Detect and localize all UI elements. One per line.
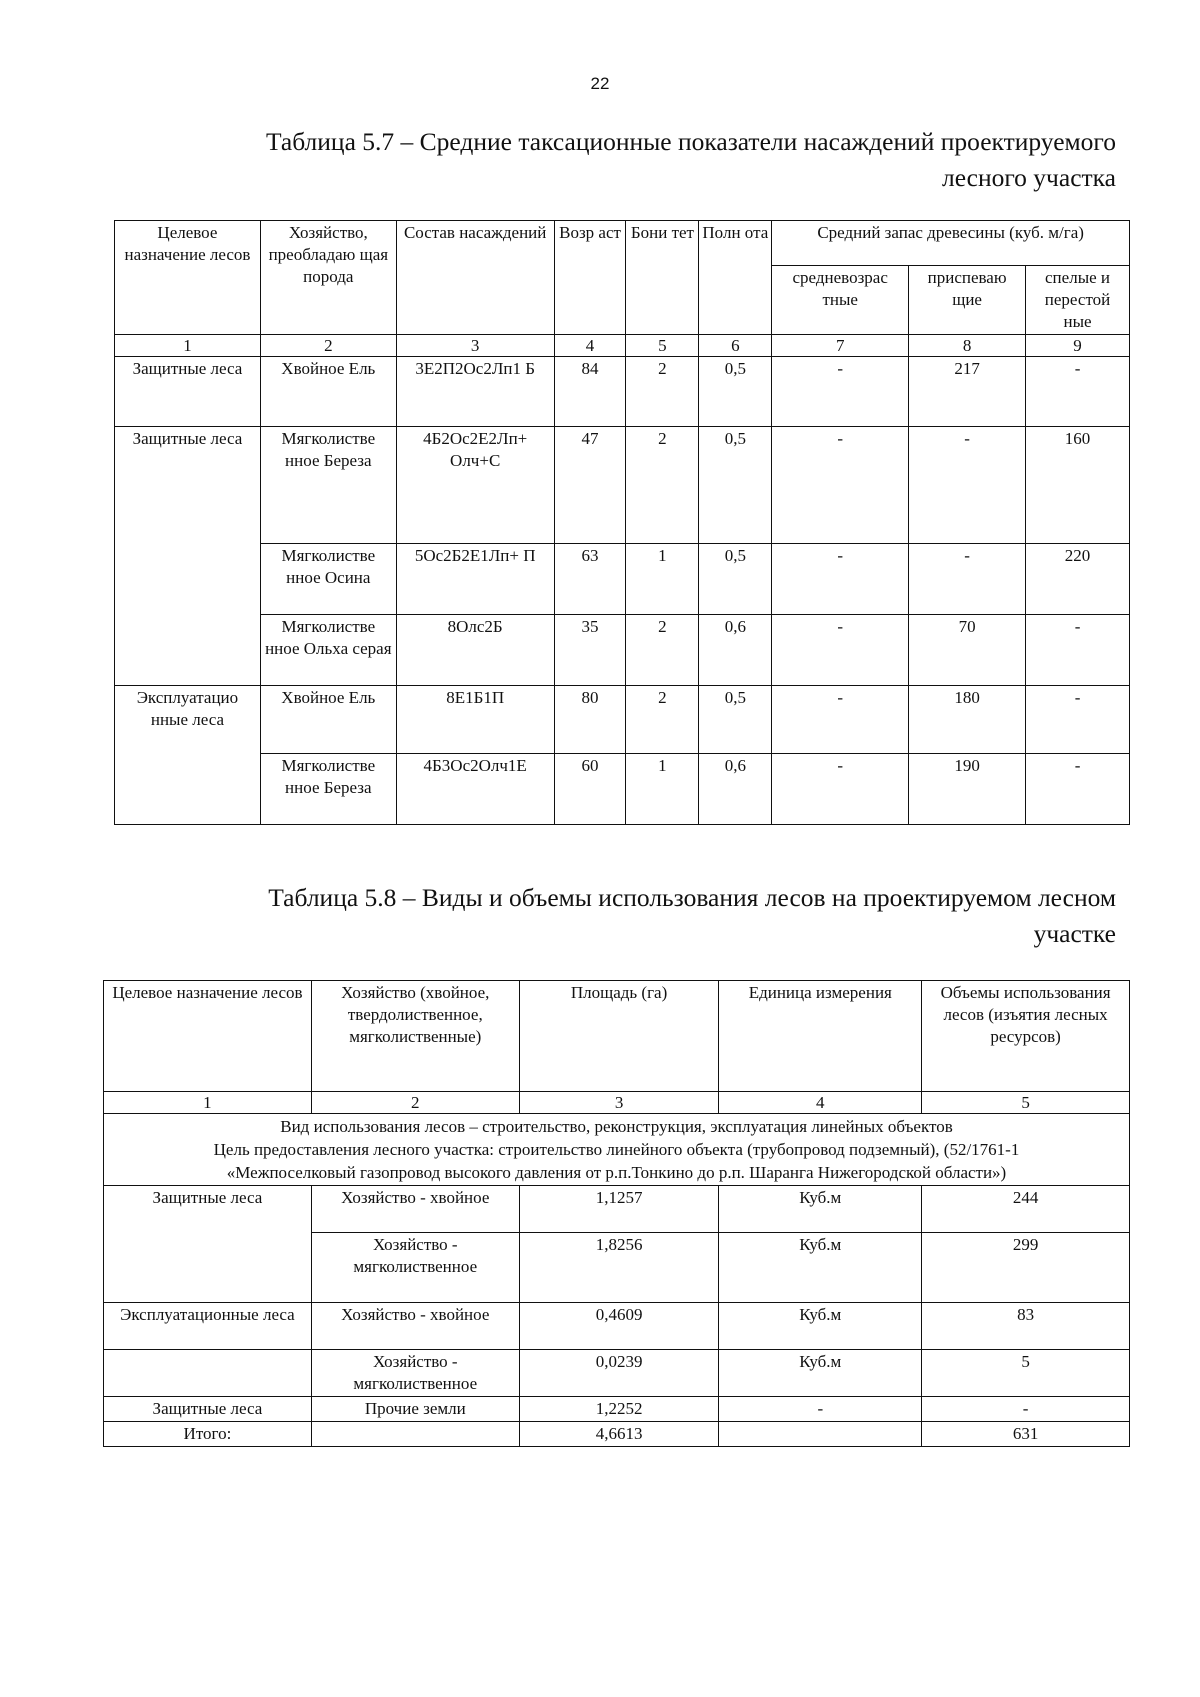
table-cell: -: [909, 544, 1026, 615]
table-cell: Хозяйство - мягколиственное: [311, 1350, 519, 1397]
table-cell: 2: [626, 357, 699, 427]
table-row: [115, 544, 1130, 615]
column-number: 2: [311, 1092, 519, 1114]
table-cell: 0,5: [699, 357, 772, 427]
table-cell: Хвойное Ель: [260, 686, 396, 754]
header-cell: Целевое назначение лесов: [115, 221, 261, 335]
table-row: [104, 1233, 1130, 1303]
table-cell: Мягколистве нное Береза: [260, 754, 396, 825]
column-number: 4: [719, 1092, 922, 1114]
section-line: «Межпоселковый газопровод высокого давления от р.п.Тонкино до р.п. Шаранга Нижегородской области»): [226, 1163, 1007, 1182]
table-row: [115, 357, 1130, 427]
table-cell: Мягколистве нное Береза: [260, 427, 396, 544]
table-cell: [104, 1350, 312, 1397]
header-row: [104, 981, 1130, 1092]
column-number: 2: [260, 335, 396, 357]
table-cell: Защитные леса: [104, 1397, 312, 1422]
table-cell: 244: [922, 1186, 1130, 1233]
header-cell: средневозрас тные: [772, 266, 909, 335]
header-cell: спелые и перестой ные: [1026, 266, 1130, 335]
table-cell: Хозяйство - мягколиственное: [311, 1233, 519, 1303]
table-cell: [115, 754, 261, 825]
table-cell: -: [909, 427, 1026, 544]
table-cell: 0,0239: [519, 1350, 719, 1397]
table-cell: 3Е2П2Ос2Лп1 Б: [396, 357, 554, 427]
table-cell: [719, 1422, 922, 1447]
table-cell: 1,1257: [519, 1186, 719, 1233]
caption-line: Таблица 5.7 – Средние таксационные показатели насаждений проектируемого: [265, 127, 1116, 156]
table-cell: 1: [626, 544, 699, 615]
table-cell: -: [772, 427, 909, 544]
column-number: 3: [519, 1092, 719, 1114]
table-cell: 8Олс2Б: [396, 615, 554, 686]
table-cell: 4Б3Ос2Олч1Е: [396, 754, 554, 825]
table-cell: 1,8256: [519, 1233, 719, 1303]
table-cell: Куб.м: [719, 1233, 922, 1303]
table-cell: -: [719, 1397, 922, 1422]
column-number: 1: [104, 1092, 312, 1114]
table-cell: 180: [909, 686, 1026, 754]
header-row: [115, 221, 1130, 266]
column-number: 5: [922, 1092, 1130, 1114]
table-cell: -: [772, 544, 909, 615]
table-cell: 70: [909, 615, 1026, 686]
column-number: 1: [115, 335, 261, 357]
column-number: 3: [396, 335, 554, 357]
table-row: [104, 1397, 1130, 1422]
caption-line: лесного участка: [941, 163, 1116, 192]
table-cell: -: [922, 1397, 1130, 1422]
table-cell: 84: [554, 357, 626, 427]
header-cell: Единица измерения: [719, 981, 922, 1092]
table-cell: Куб.м: [719, 1303, 922, 1350]
table-cell: Прочие земли: [311, 1397, 519, 1422]
total-area: 4,6613: [519, 1422, 719, 1447]
table-5-8: [103, 980, 1130, 1447]
table-cell: 220: [1026, 544, 1130, 615]
table-cell: -: [1026, 754, 1130, 825]
total-row: [104, 1422, 1130, 1447]
header-cell: Объемы использования лесов (изъятия лесных ресурсов): [922, 981, 1130, 1092]
table-cell: 80: [554, 686, 626, 754]
table-cell: Защитные леса: [104, 1186, 312, 1233]
table-cell: 63: [554, 544, 626, 615]
section-line: Цель предоставления лесного участка: строительство линейного объекта (трубопровод подземный), (52/1761-1: [213, 1140, 1020, 1159]
table-cell: 8Е1Б1П: [396, 686, 554, 754]
table-cell: [115, 544, 261, 615]
table-row: [115, 615, 1130, 686]
table-cell: 4Б2Ос2Е2Лп+ Олч+С: [396, 427, 554, 544]
table-cell: 160: [1026, 427, 1130, 544]
table-cell: Хозяйство - хвойное: [311, 1303, 519, 1350]
table-cell: -: [772, 615, 909, 686]
table-cell: -: [772, 686, 909, 754]
table-cell: 5: [922, 1350, 1130, 1397]
table-cell: 5Ос2Б2Е1Лп+ П: [396, 544, 554, 615]
table-cell: -: [1026, 686, 1130, 754]
table-cell: 0,5: [699, 544, 772, 615]
table-cell: Хозяйство - хвойное: [311, 1186, 519, 1233]
header-cell: Состав насаждений: [396, 221, 554, 335]
table-cell: -: [1026, 357, 1130, 427]
column-number: 6: [699, 335, 772, 357]
table-5-7-caption: [116, 124, 1116, 196]
section-row: [104, 1114, 1130, 1186]
table-cell: Защитные леса: [115, 357, 261, 427]
total-volume: 631: [922, 1422, 1130, 1447]
column-number: 4: [554, 335, 626, 357]
table-cell: Защитные леса: [115, 427, 261, 544]
caption-line: Таблица 5.8 – Виды и объемы использования лесов на проектируемом лесном: [268, 883, 1116, 912]
table-cell: 0,6: [699, 615, 772, 686]
table-cell: 1: [626, 754, 699, 825]
column-number: 5: [626, 335, 699, 357]
header-cell: Хозяйство, преобладаю щая порода: [260, 221, 396, 335]
table-cell: -: [772, 357, 909, 427]
table-5-7: [114, 220, 1130, 825]
header-cell: Возр аст: [554, 221, 626, 335]
caption-line: участке: [1033, 919, 1116, 948]
header-group-cell: Средний запас древесины (куб. м/га): [772, 221, 1130, 266]
table-row: [104, 1186, 1130, 1233]
table-row: [115, 427, 1130, 544]
table-cell: 60: [554, 754, 626, 825]
table-cell: Мягколистве нное Осина: [260, 544, 396, 615]
column-number: 7: [772, 335, 909, 357]
table-cell: 83: [922, 1303, 1130, 1350]
table-cell: 47: [554, 427, 626, 544]
header-cell: Бони тет: [626, 221, 699, 335]
column-number: 9: [1026, 335, 1130, 357]
table-cell: Эксплуатацио нные леса: [115, 686, 261, 754]
column-number: 8: [909, 335, 1026, 357]
page-number: 22: [590, 74, 610, 93]
table-cell: 0,5: [699, 686, 772, 754]
total-label: Итого:: [104, 1422, 312, 1447]
header-cell: Площадь (га): [519, 981, 719, 1092]
table-row: [104, 1350, 1130, 1397]
table-cell: 217: [909, 357, 1026, 427]
table-cell: 1,2252: [519, 1397, 719, 1422]
table-cell: 35: [554, 615, 626, 686]
header-cell: Целевое назначение лесов: [104, 981, 312, 1092]
table-cell: 0,6: [699, 754, 772, 825]
table-cell: Куб.м: [719, 1350, 922, 1397]
header-cell: Полн ота: [699, 221, 772, 335]
table-cell: [104, 1233, 312, 1303]
header-cell: Хозяйство (хвойное, твердолиственное, мягколиственные): [311, 981, 519, 1092]
table-cell: 2: [626, 427, 699, 544]
table-cell: -: [1026, 615, 1130, 686]
table-cell: 299: [922, 1233, 1130, 1303]
table-cell: 190: [909, 754, 1026, 825]
table-cell: 2: [626, 615, 699, 686]
header-cell: приспеваю щие: [909, 266, 1026, 335]
table-cell: 0,4609: [519, 1303, 719, 1350]
table-cell: Эксплуатационные леса: [104, 1303, 312, 1350]
table-5-8-caption: [116, 880, 1116, 952]
column-number-row: [104, 1092, 1130, 1114]
column-number-row: [115, 335, 1130, 357]
table-row: [115, 686, 1130, 754]
table-row: [115, 754, 1130, 825]
table-cell: 0,5: [699, 427, 772, 544]
table-cell: [115, 615, 261, 686]
table-cell: Хвойное Ель: [260, 357, 396, 427]
table-cell: Куб.м: [719, 1186, 922, 1233]
section-line: Вид использования лесов – строительство, реконструкция, эксплуатация линейных объектов: [280, 1117, 953, 1136]
table-cell: 2: [626, 686, 699, 754]
section-cell: [104, 1114, 1130, 1186]
table-row: [104, 1303, 1130, 1350]
table-cell: [311, 1422, 519, 1447]
table-cell: Мягколистве нное Ольха серая: [260, 615, 396, 686]
table-cell: -: [772, 754, 909, 825]
